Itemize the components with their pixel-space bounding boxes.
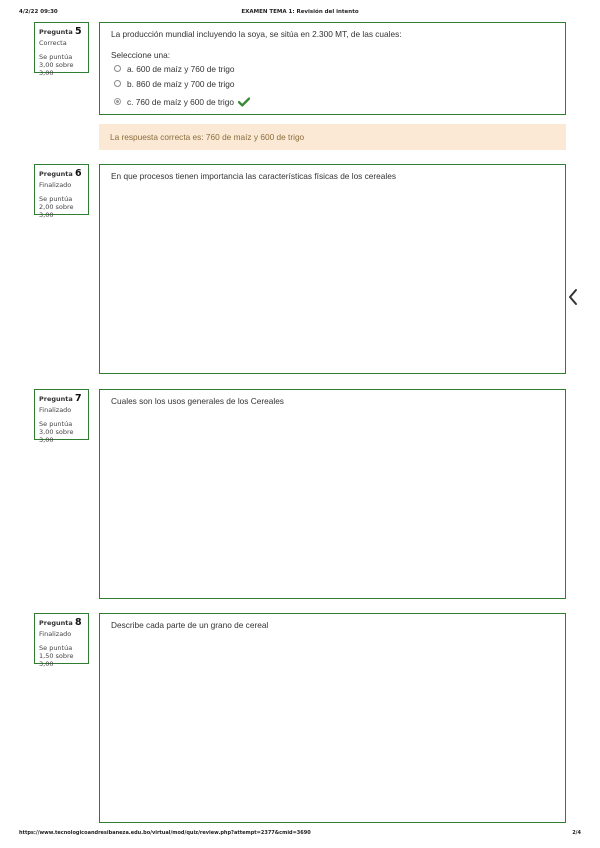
chevron-left-icon[interactable]: [564, 286, 582, 308]
option-label: b. 860 de maíz y 700 de trigo: [127, 78, 235, 89]
question-title: Pregunta 7: [39, 393, 82, 404]
answer-option-b[interactable]: [111, 78, 554, 90]
question-text: La producción mundial incluyendo la soya, se sitúa en 2.300 MT, de las cuales:: [111, 29, 402, 39]
correct-answer-feedback: La respuesta correcta es: 760 de maíz y 600 de trigo: [99, 124, 566, 150]
question-content-8: [99, 613, 566, 823]
question-info-6: [34, 164, 89, 219]
question-content-5: [99, 22, 566, 115]
print-title: EXAMEN TEMA 1: Revisión del intento: [241, 9, 359, 15]
question-grade: Se puntúa 3,00 sobre 3,00: [39, 420, 74, 444]
question-info-7: [34, 389, 89, 444]
question-grade: Se puntúa 3,00 sobre 3,00: [39, 53, 74, 77]
question-info-5: [34, 22, 89, 77]
question-content-6: [99, 164, 566, 374]
print-date: 4/2/22 09:30: [19, 9, 58, 15]
question-title: Pregunta 6: [39, 168, 82, 179]
answer-prompt: Seleccione una:: [111, 49, 171, 60]
question-grade: Se puntúa 1,50 sobre 3,00: [39, 644, 74, 668]
question-state: Finalizado: [39, 181, 72, 190]
print-url: https://www.tecnologicoandresibaneza.edu.bo/virtual/mod/quiz/review.php?attempt=2377&cmid=3690: [19, 830, 311, 836]
radio-button[interactable]: [114, 80, 121, 87]
radio-button[interactable]: [114, 65, 121, 72]
radio-button-checked[interactable]: [114, 98, 121, 105]
print-header: [0, 9, 600, 19]
page-number: 2/4: [572, 830, 581, 836]
question-state: Correcta: [39, 39, 67, 48]
question-text: En que procesos tienen importancia las características físicas de los cereales: [111, 171, 396, 181]
option-label: a. 600 de maíz y 760 de trigo: [127, 63, 235, 74]
answer-option-c[interactable]: [111, 96, 554, 108]
answer-option-a[interactable]: [111, 63, 554, 75]
question-state: Finalizado: [39, 630, 72, 639]
question-grade: Se puntúa 2,00 sobre 3,00: [39, 195, 74, 219]
print-footer: [0, 830, 600, 840]
question-text: Describe cada parte de un grano de cereal: [111, 620, 269, 630]
question-title: Pregunta 8: [39, 617, 82, 628]
question-info-8: [34, 613, 89, 668]
option-label: c. 760 de maíz y 600 de trigo: [127, 96, 235, 107]
check-icon: [238, 97, 250, 107]
question-title: Pregunta 5: [39, 26, 82, 37]
question-text: Cuales son los usos generales de los Cereales: [111, 396, 284, 406]
question-state: Finalizado: [39, 406, 72, 415]
question-content-7: [99, 389, 566, 599]
